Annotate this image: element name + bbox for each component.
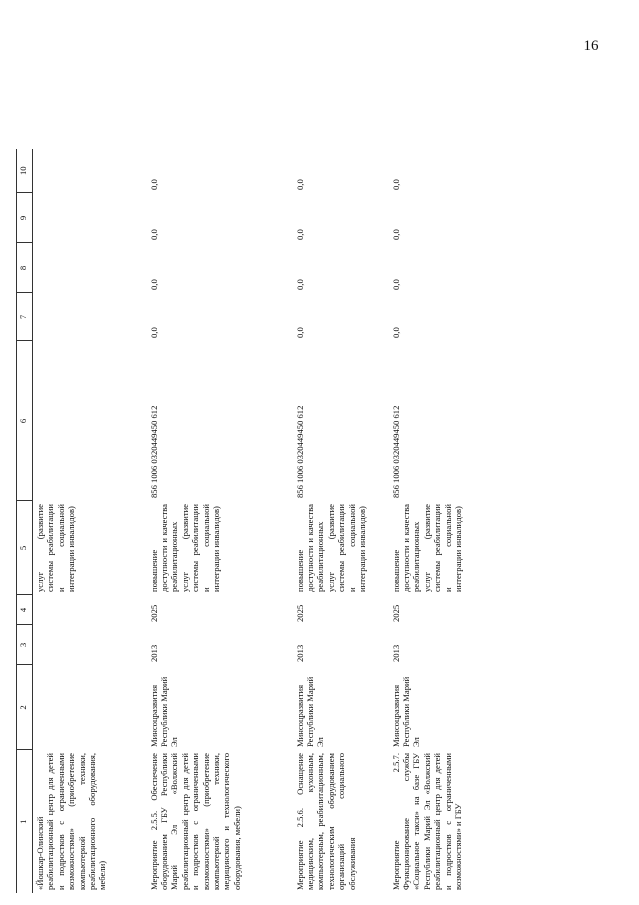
value-col8: 0,0 [390,279,401,290]
value-col10 [33,149,147,193]
budget-code: 856 1006 0320449450 612 [148,405,159,498]
header-cell: 6 [17,341,33,501]
table-row [293,149,389,893]
end-year: 2025 [148,604,159,622]
header-cell: 8 [17,243,33,293]
expected-result: повышение доступности и качества реабилитационных услуг (развитие системы реабилитации и социальной интеграции инвалидов) [294,504,367,592]
table-row [33,149,147,893]
value-col7: 0,0 [390,327,401,338]
value-col9: 0,0 [294,229,305,240]
executor: Минсоцразвития Республики Марий Эл [148,676,180,747]
header-cell: 3 [17,625,33,665]
value-col7 [33,293,147,341]
program-table [16,149,507,893]
page-number: 16 [583,38,599,54]
value-col7: 0,0 [148,327,159,338]
start-year [33,625,147,665]
start-year: 2013 [148,644,159,662]
header-cell: 5 [17,501,33,595]
end-year: 2025 [294,604,305,622]
value-col10: 0,0 [294,179,305,190]
value-col7: 0,0 [294,327,305,338]
value-col8: 0,0 [294,279,305,290]
budget-code: 856 1006 0320449450 612 [390,405,401,498]
end-year: 2025 [390,604,401,622]
header-cell: 7 [17,293,33,341]
table-header-row [17,149,33,893]
executor: Минсоцразвития Республики Марий Эл [390,676,422,747]
budget-code [33,341,147,501]
value-col9: 0,0 [390,229,401,240]
budget-code: 856 1006 0320449450 612 [294,405,305,498]
header-cell: 1 [17,750,33,893]
header-cell: 2 [17,665,33,750]
table-row [389,149,507,893]
expected-result: повышение доступности и качества реабилитационных услуг (развитие системы реабилитации и социальной интеграции инвалидов) [390,504,463,592]
value-col10: 0,0 [148,179,159,190]
start-year: 2013 [390,644,401,662]
value-col9 [33,193,147,243]
value-col8 [33,243,147,293]
measure-name: «Йошкар-Олинский реабилитационный центр для детей и подростков с ограниченными возможностями» (приобретение компьютерной техники, реабилитационного оборудования, мебели) [35,753,108,890]
start-year: 2013 [294,644,305,662]
header-cell: 4 [17,595,33,625]
header-cell: 10 [17,149,33,193]
measure-name: Мероприятие 2.5.6. Оснащение медицинским, кухонным, компьютерным, реабилитационным, технологическим оборудованием организаций социального обслуживания [294,753,357,890]
executor [33,665,147,750]
measure-name: Мероприятие 2.5.7. Функционирование службы «Социальное такси» на базе ГБУ Республики Марий Эл «Волжский реабилитационный центр для детей и подростков с ограниченными возможностями» и ГБУ [390,753,463,890]
measure-name: Мероприятие 2.5.5. Обеспечение оборудованием ГБУ Республики Марий Эл «Волжский реабилитационный центр для детей и подростков с ограниченными возможностями» (приобретение компьютерной техники, медицинского и технологического оборудования, мебели) [148,753,242,890]
value-col9: 0,0 [148,229,159,240]
expected-result: услуг (развитие системы реабилитации и социальной интеграции инвалидов) [35,504,77,592]
expected-result: повышение доступности и качества реабилитационных услуг (развитие системы реабилитации и социальной интеграции инвалидов) [148,504,221,592]
executor: Минсоцразвития Республики Марий Эл [294,676,326,747]
table-row [147,149,293,893]
value-col10: 0,0 [390,179,401,190]
end-year [33,595,147,625]
header-cell: 9 [17,193,33,243]
value-col8: 0,0 [148,279,159,290]
